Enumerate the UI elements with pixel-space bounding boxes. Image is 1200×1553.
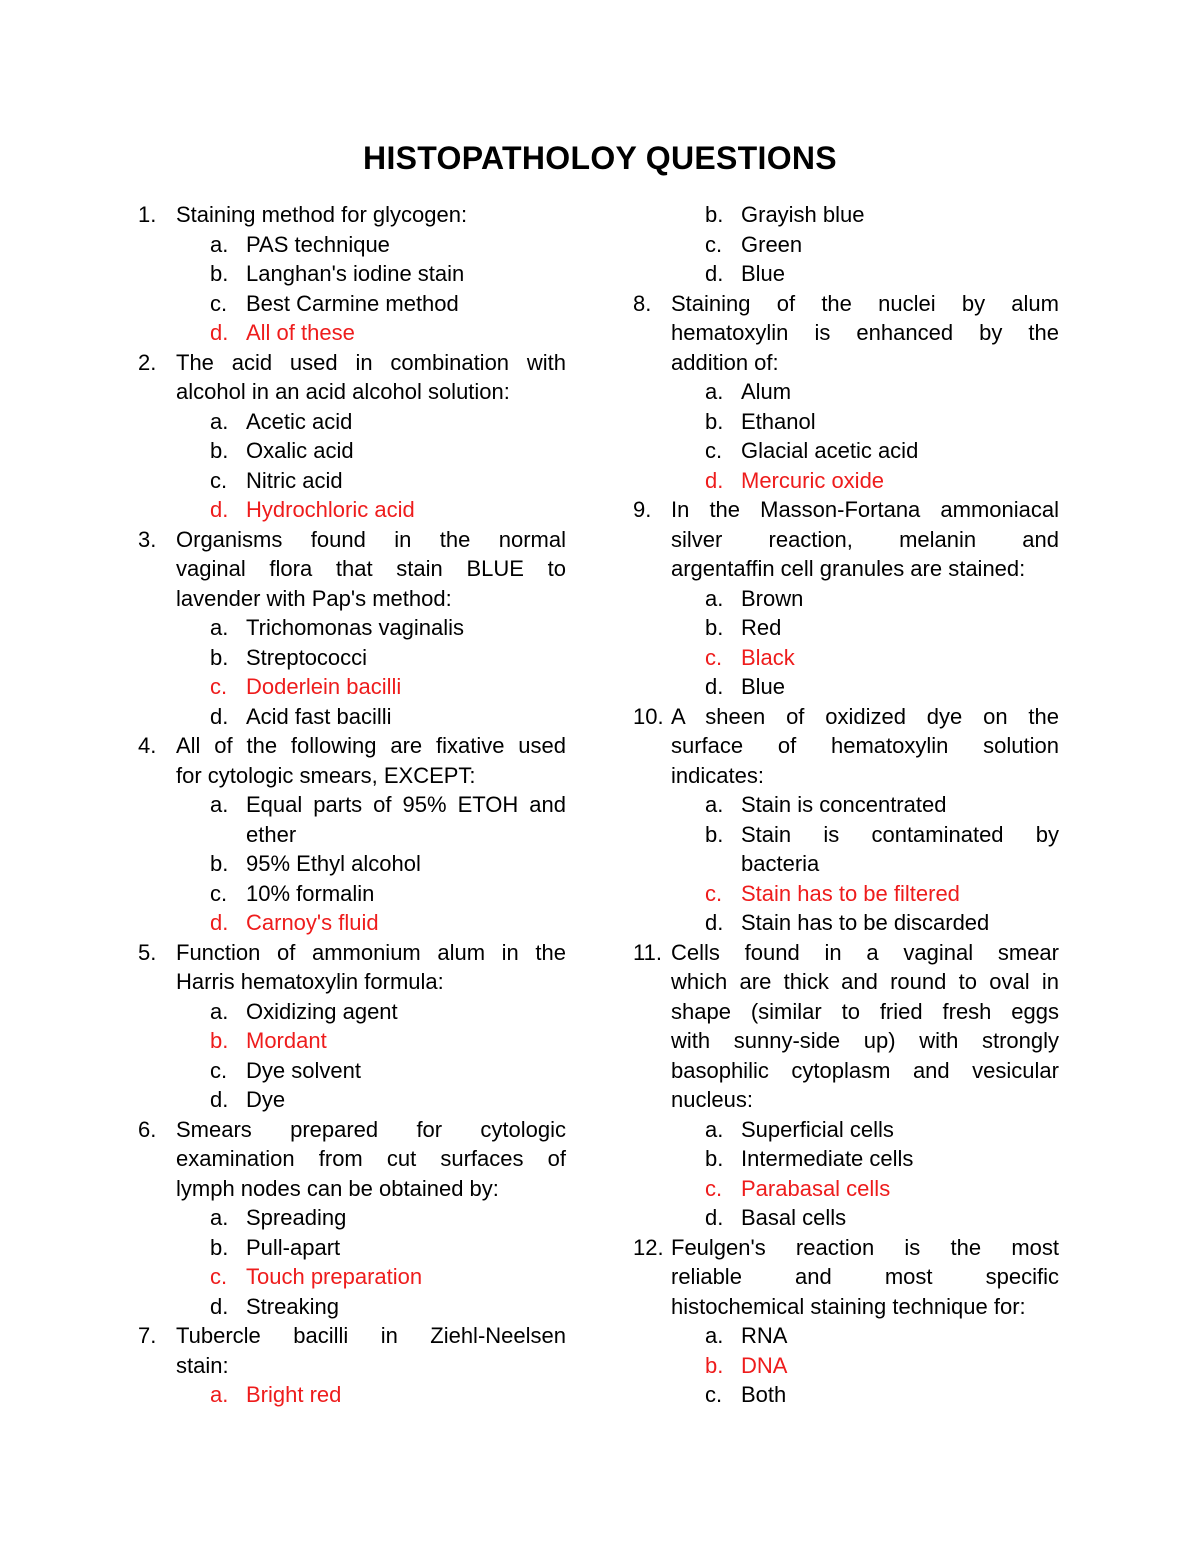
question-line <box>138 1144 566 1174</box>
question-line <box>633 525 1059 555</box>
option-text: Ethanol <box>741 408 816 434</box>
question-line <box>138 731 566 761</box>
left-column <box>138 200 566 1410</box>
option <box>633 584 1059 614</box>
option-text: Hydrochloric acid <box>246 497 415 522</box>
question-number: 12. <box>633 1234 664 1260</box>
answer-option <box>633 1174 1059 1204</box>
option-text: Nitric acid <box>246 467 343 493</box>
question-text: nucleus: <box>671 1087 753 1112</box>
option-text: Streaking <box>246 1293 339 1319</box>
option-letter: a. <box>705 1116 724 1142</box>
question-text: examination from cut surfaces of <box>176 1146 566 1171</box>
option-text: Carnoy's fluid <box>246 910 379 935</box>
option-letter: a. <box>210 1205 229 1230</box>
question-text: A sheen of oxidized dye on the <box>671 703 1059 729</box>
question-line <box>633 289 1059 319</box>
option-text: Best Carmine method <box>246 290 459 316</box>
question-text: vaginal flora that stain BLUE to <box>176 556 566 581</box>
question-text: for cytologic smears, EXCEPT: <box>176 762 476 788</box>
option-text: Blue <box>741 261 786 286</box>
option <box>138 1203 566 1233</box>
question-text: All of the following are fixative used <box>176 733 566 758</box>
question-text: shape (similar to fried fresh eggs <box>671 998 1059 1024</box>
answer-option <box>138 318 566 348</box>
question-text: In the Masson-Fortana ammoniacal <box>671 497 1059 522</box>
option-letter: c. <box>210 674 228 699</box>
question-number: 10. <box>633 703 664 729</box>
question-line <box>138 348 566 378</box>
option-text: Red <box>741 615 782 640</box>
option-letter: b. <box>210 438 229 463</box>
option-letter: c. <box>210 467 228 493</box>
question-text: lymph nodes can be obtained by: <box>176 1175 499 1201</box>
question-line <box>138 525 566 555</box>
option-text: bacteria <box>741 851 820 876</box>
answer-option <box>138 1262 566 1292</box>
option-text: Oxalic acid <box>246 438 354 463</box>
question-line <box>138 1321 566 1351</box>
option <box>138 436 566 466</box>
option-letter: b. <box>210 644 229 670</box>
option-text: Langhan's iodine stain <box>246 261 465 286</box>
question-number: 6. <box>138 1116 157 1142</box>
option-letter: c. <box>705 438 723 463</box>
option-text: Basal cells <box>741 1205 847 1230</box>
option <box>633 407 1059 437</box>
question-line <box>138 554 566 584</box>
option-letter: c. <box>210 290 228 316</box>
option <box>633 1203 1059 1233</box>
option-text: Stain has to be filtered <box>741 880 960 906</box>
option-text: Doderlein bacilli <box>246 674 402 699</box>
option-text: DNA <box>741 1352 788 1378</box>
option-letter: d. <box>705 1205 724 1230</box>
option-letter: a. <box>705 585 724 611</box>
option-letter: a. <box>705 792 724 817</box>
answer-option <box>633 643 1059 673</box>
question-line <box>633 938 1059 968</box>
option <box>633 230 1059 260</box>
option-letter: c. <box>210 1264 228 1289</box>
question-text: with sunny-side up) with strongly <box>671 1028 1059 1053</box>
option-text: All of these <box>246 320 355 345</box>
question-line <box>633 967 1059 997</box>
question-text: Harris hematoxylin formula: <box>176 969 444 994</box>
option <box>633 672 1059 702</box>
option-letter: a. <box>210 615 229 640</box>
option-letter: c. <box>705 644 723 670</box>
option-text: Intermediate cells <box>741 1146 914 1171</box>
answer-option <box>138 908 566 938</box>
option-letter: c. <box>705 1175 723 1201</box>
question-text: histochemical staining technique for: <box>671 1293 1026 1319</box>
question-line <box>138 1351 566 1381</box>
question-line <box>633 1026 1059 1056</box>
question-text: Staining of the nuclei by alum <box>671 290 1059 316</box>
option-letter: b. <box>705 615 724 640</box>
question-line <box>633 1056 1059 1086</box>
question-line <box>138 1115 566 1145</box>
answer-option <box>138 1026 566 1056</box>
option-text: Acid fast bacilli <box>246 703 392 729</box>
question-text: addition of: <box>671 349 779 375</box>
question-text: stain: <box>176 1352 229 1378</box>
option-letter: a. <box>210 231 229 257</box>
question-line <box>633 702 1059 732</box>
question-line <box>138 1174 566 1204</box>
option-text: Glacial acetic acid <box>741 438 919 463</box>
option-letter: d. <box>210 910 229 935</box>
question-text: hematoxylin is enhanced by the <box>671 320 1059 345</box>
option-text: Stain is contaminated by <box>741 821 1059 847</box>
option-text: Oxidizing agent <box>246 998 398 1024</box>
option <box>138 820 566 850</box>
option-text: Equal parts of 95% ETOH and <box>246 792 566 817</box>
question-line <box>633 1233 1059 1263</box>
option-letter: d. <box>210 320 229 345</box>
answer-option <box>138 1380 566 1410</box>
option-text: Blue <box>741 674 786 699</box>
question-text: Feulgen's reaction is the most <box>671 1234 1059 1260</box>
question-line <box>633 1085 1059 1115</box>
question-text: lavender with Pap's method: <box>176 585 452 611</box>
question-text: which are thick and round to oval in <box>671 969 1059 994</box>
question-number: 11. <box>633 939 662 965</box>
question-line <box>633 761 1059 791</box>
option-letter: d. <box>705 674 724 699</box>
option-letter: b. <box>210 261 229 286</box>
option <box>138 849 566 879</box>
question-line <box>633 997 1059 1027</box>
option-letter: a. <box>210 408 229 434</box>
option-text: Brown <box>741 585 804 611</box>
option-text: Mordant <box>246 1028 327 1053</box>
option-text: Grayish blue <box>741 202 865 227</box>
option-letter: d. <box>210 1293 229 1319</box>
option-letter: a. <box>210 792 229 817</box>
option <box>633 908 1059 938</box>
question-text: The acid used in combination with <box>176 349 566 375</box>
option-text: 10% formalin <box>246 880 375 906</box>
answer-option <box>138 495 566 525</box>
right-column <box>633 200 1059 1410</box>
option <box>633 436 1059 466</box>
answer-option <box>633 1351 1059 1381</box>
option-text: Bright red <box>246 1382 342 1407</box>
option-text: Stain has to be discarded <box>741 910 990 935</box>
question-line <box>138 938 566 968</box>
option <box>633 1144 1059 1174</box>
question-line <box>633 348 1059 378</box>
question-line <box>138 584 566 614</box>
question-text: argentaffin cell granules are stained: <box>671 556 1026 581</box>
question-text: surface of hematoxylin solution <box>671 733 1059 758</box>
option <box>633 1380 1059 1410</box>
option <box>138 613 566 643</box>
option-letter: b. <box>705 202 724 227</box>
option-letter: b. <box>705 1146 724 1171</box>
option-letter: d. <box>705 467 724 493</box>
option <box>633 820 1059 850</box>
option-text: Mercuric oxide <box>741 467 885 493</box>
question-text: Staining method for glycogen: <box>176 202 468 227</box>
option <box>633 1321 1059 1351</box>
question-line <box>633 731 1059 761</box>
question-text: indicates: <box>671 762 764 788</box>
question-number: 5. <box>138 939 157 965</box>
question-number: 3. <box>138 526 157 552</box>
option-letter: c. <box>210 1057 228 1083</box>
answer-option <box>633 466 1059 496</box>
question-text: alcohol in an acid alcohol solution: <box>176 379 510 404</box>
question-line <box>138 967 566 997</box>
question-number: 7. <box>138 1323 157 1348</box>
option-text: PAS technique <box>246 231 390 257</box>
option <box>138 407 566 437</box>
question-number: 2. <box>138 349 157 375</box>
option <box>633 200 1059 230</box>
option-letter: c. <box>210 880 228 906</box>
question-text: Function of ammonium alum in the <box>176 939 566 965</box>
option-text: RNA <box>741 1323 788 1348</box>
option-text: Green <box>741 231 803 257</box>
question-line <box>138 200 566 230</box>
option-text: Both <box>741 1382 787 1407</box>
question-text: Cells found in a vaginal smear <box>671 939 1059 965</box>
option-text: Parabasal cells <box>741 1175 891 1201</box>
question-text: Tubercle bacilli in Ziehl-Neelsen <box>176 1323 566 1348</box>
option <box>138 1233 566 1263</box>
question-line <box>138 761 566 791</box>
question-line <box>633 495 1059 525</box>
option-letter: c. <box>705 231 723 257</box>
option-text: ether <box>246 821 297 847</box>
option-text: Pull-apart <box>246 1234 341 1260</box>
option-letter: d. <box>210 497 229 522</box>
option-text: Streptococci <box>246 644 368 670</box>
option <box>633 377 1059 407</box>
option-text: Alum <box>741 379 792 404</box>
option <box>138 997 566 1027</box>
answer-option <box>633 879 1059 909</box>
option-letter: b. <box>210 1234 229 1260</box>
option <box>633 849 1059 879</box>
option-text: Stain is concentrated <box>741 792 947 817</box>
question-line <box>633 554 1059 584</box>
option-letter: d. <box>210 703 229 729</box>
option-text: Spreading <box>246 1205 347 1230</box>
option <box>138 1292 566 1322</box>
option <box>138 1085 566 1115</box>
option-letter: a. <box>705 1323 724 1348</box>
option <box>138 259 566 289</box>
question-number: 9. <box>633 497 652 522</box>
option-letter: b. <box>210 851 229 876</box>
question-line <box>138 377 566 407</box>
option-text: Acetic acid <box>246 408 353 434</box>
question-text: Smears prepared for cytologic <box>176 1116 566 1142</box>
question-text: reliable and most specific <box>671 1264 1059 1289</box>
option-letter: d. <box>210 1087 229 1112</box>
option-text: Dye <box>246 1087 286 1112</box>
option-text: Dye solvent <box>246 1057 361 1083</box>
option <box>138 879 566 909</box>
option-letter: a. <box>705 379 724 404</box>
option <box>633 613 1059 643</box>
option <box>138 289 566 319</box>
option-letter: b. <box>210 1028 229 1053</box>
option-letter: d. <box>705 261 724 286</box>
option <box>138 790 566 820</box>
option <box>138 643 566 673</box>
option-letter: c. <box>705 1382 723 1407</box>
option <box>633 1115 1059 1145</box>
option-text: Touch preparation <box>246 1264 423 1289</box>
question-number: 4. <box>138 733 157 758</box>
option <box>138 466 566 496</box>
option-letter: b. <box>705 821 724 847</box>
question-line <box>633 318 1059 348</box>
option-text: 95% Ethyl alcohol <box>246 851 421 876</box>
question-number: 1. <box>138 202 157 227</box>
question-text: basophilic cytoplasm and vesicular <box>671 1057 1059 1083</box>
question-line <box>633 1292 1059 1322</box>
option-letter: b. <box>705 1352 724 1378</box>
option-letter: a. <box>210 1382 229 1407</box>
option-letter: b. <box>705 408 724 434</box>
question-line <box>633 1262 1059 1292</box>
question-text: Organisms found in the normal <box>176 526 566 552</box>
option <box>138 230 566 260</box>
question-text: silver reaction, melanin and <box>671 526 1059 552</box>
option-letter: c. <box>705 880 723 906</box>
option-text: Black <box>741 644 795 670</box>
option-letter: a. <box>210 998 229 1024</box>
option <box>138 1056 566 1086</box>
question-number: 8. <box>633 290 652 316</box>
option-letter: d. <box>705 910 724 935</box>
option <box>633 259 1059 289</box>
option-text: Trichomonas vaginalis <box>246 615 465 640</box>
option-text: Superficial cells <box>741 1116 894 1142</box>
option <box>633 790 1059 820</box>
option <box>138 702 566 732</box>
page-title: HISTOPATHOLOY QUESTIONS <box>363 140 837 176</box>
answer-option <box>138 672 566 702</box>
